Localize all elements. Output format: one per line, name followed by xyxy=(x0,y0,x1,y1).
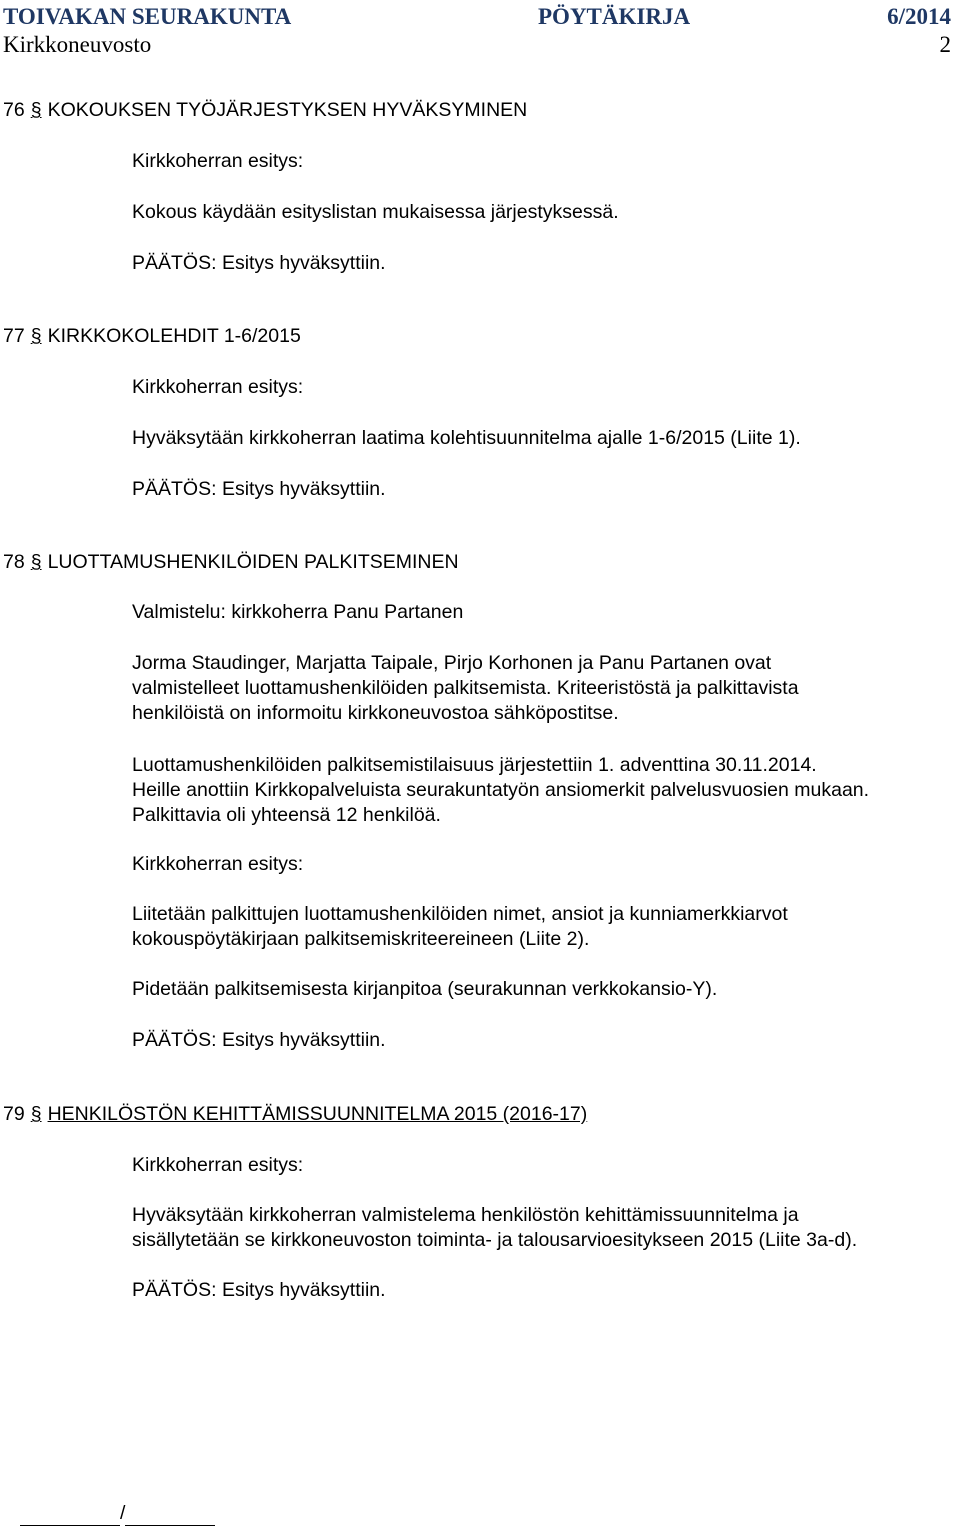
paragraph-line: Hyväksytään kirkkoherran valmistelema henkilöstön kehittämissuunnitelma ja xyxy=(132,1204,799,1226)
proposal-text: Hyväksytään kirkkoherran laatima kolehtisuunnitelma ajalle 1-6/2015 (Liite 1). xyxy=(132,427,801,449)
section-title: LUOTTAMUSHENKILÖIDEN PALKITSEMINEN xyxy=(47,551,459,573)
proposal-label: Kirkkoherran esitys: xyxy=(132,376,304,398)
proposal-label: Kirkkoherran esitys: xyxy=(132,150,304,172)
section-title: KIRKKOKOLEHDIT 1-6/2015 xyxy=(47,325,301,347)
section-number: 78 xyxy=(3,551,25,573)
preparation-label: Valmistelu: kirkkoherra Panu Partanen xyxy=(132,601,464,623)
paragraph-line: Liitetään palkittujen luottamushenkilöiden nimet, ansiot ja kunniamerkkiarvot xyxy=(132,903,788,925)
page-number: 2 xyxy=(939,32,951,57)
proposal-label: Kirkkoherran esitys: xyxy=(132,853,304,875)
organization-name: TOIVAKAN SEURAKUNTA xyxy=(3,4,292,29)
paragraph-line: henkilöistä on informoitu kirkkoneuvostoa sähköpostitse. xyxy=(132,702,619,724)
section-title: HENKILÖSTÖN KEHITTÄMISSUUNNITELMA 2015 (2016-17) xyxy=(47,1103,588,1125)
signature-separator: / xyxy=(120,1502,126,1524)
proposal-text: Kokous käydään esityslistan mukaisessa järjestyksessä. xyxy=(132,201,619,223)
paragraph-line: Luottamushenkilöiden palkitsemistilaisuus järjestettiin 1. adventtina 30.11.2014. xyxy=(132,754,817,776)
section-symbol: § xyxy=(30,99,42,121)
section-78-heading xyxy=(3,549,459,575)
paragraph-line: valmistelleet luottamushenkilöiden palkitsemista. Kriteeristöstä ja palkittavista xyxy=(132,677,799,699)
governing-body: Kirkkoneuvosto xyxy=(3,32,152,57)
decision-text: PÄÄTÖS: Esitys hyväksyttiin. xyxy=(132,252,386,274)
document-type: PÖYTÄKIRJA xyxy=(538,4,691,29)
paragraph-line: Palkittavia oli yhteensä 12 henkilöä. xyxy=(132,804,441,826)
section-79-heading xyxy=(3,1101,587,1127)
paragraph-line: sisällytetään se kirkkoneuvoston toiminta- ja talousarvioesitykseen 2015 (Liite 3a-d). xyxy=(132,1229,858,1251)
document-header xyxy=(3,3,957,31)
paragraph-line: Pidetään palkitsemisesta kirjanpitoa (seurakunnan verkkokansio-Y). xyxy=(132,978,718,1000)
signature-line-right xyxy=(125,1505,215,1526)
decision-text: PÄÄTÖS: Esitys hyväksyttiin. xyxy=(132,1029,386,1051)
paragraph-line: kokouspöytäkirjaan palkitsemiskriteereineen (Liite 2). xyxy=(132,928,590,950)
proposal-label: Kirkkoherran esitys: xyxy=(132,1154,304,1176)
section-symbol: § xyxy=(30,551,42,573)
section-number: 77 xyxy=(3,325,25,347)
section-76-heading xyxy=(3,97,527,123)
signature-line-left xyxy=(20,1505,120,1526)
section-title: KOKOUKSEN TYÖJÄRJESTYKSEN HYVÄKSYMINEN xyxy=(47,99,528,121)
section-symbol: § xyxy=(30,1103,42,1125)
document-number: 6/2014 xyxy=(887,4,951,29)
document-subheader xyxy=(3,31,957,59)
decision-text: PÄÄTÖS: Esitys hyväksyttiin. xyxy=(132,1279,386,1301)
paragraph-line: Jorma Staudinger, Marjatta Taipale, Pirjo Korhonen ja Panu Partanen ovat xyxy=(132,652,772,674)
section-symbol: § xyxy=(30,325,42,347)
section-number: 76 xyxy=(3,99,25,121)
paragraph-line: Heille anottiin Kirkkopalveluista seurakuntatyön ansiomerkit palvelusvuosien mukaan. xyxy=(132,779,870,801)
signature-lines xyxy=(20,1500,215,1526)
section-number: 79 xyxy=(3,1103,25,1125)
decision-text: PÄÄTÖS: Esitys hyväksyttiin. xyxy=(132,478,386,500)
section-77-heading xyxy=(3,323,301,349)
